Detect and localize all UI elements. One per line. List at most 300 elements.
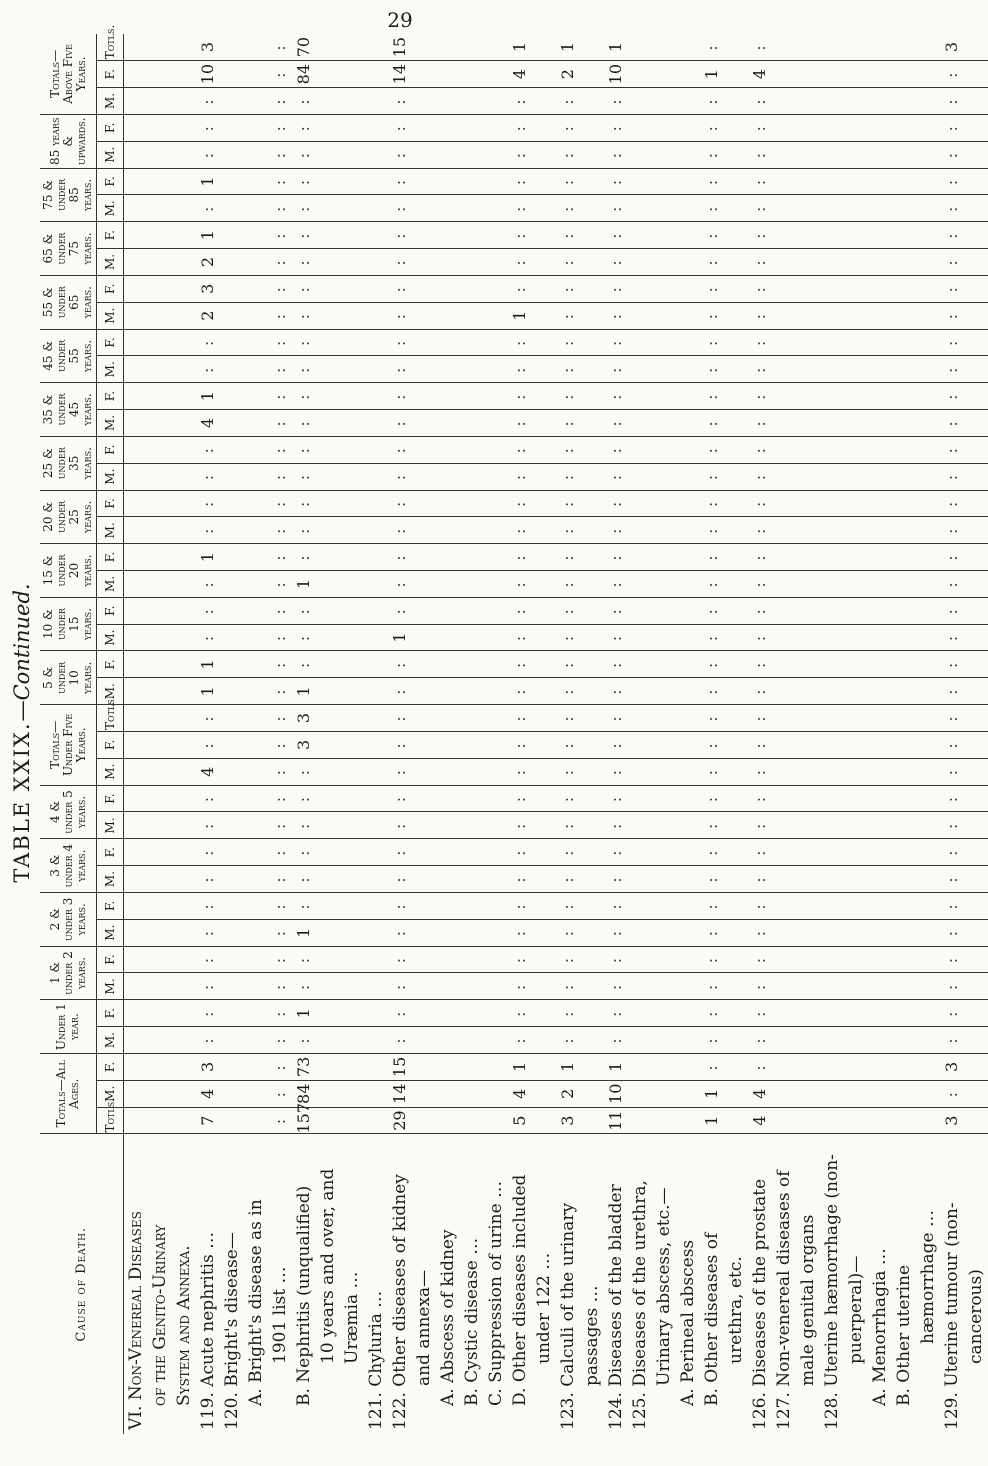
table-cell [412,329,436,356]
table-cell [484,1027,508,1054]
table-cell [340,249,364,276]
table-cell: : [604,302,628,329]
table-cell [820,1107,844,1134]
table-cell: : [556,973,580,1000]
table-cell: : [556,705,580,732]
table-cell: : [604,624,628,651]
table-cell [316,436,340,463]
table-cell [220,1080,244,1107]
table-cell [172,571,196,598]
table-cell: : [388,383,412,410]
table-cell [580,249,604,276]
cause-of-death-label: Urinary abscess, etc.— [652,1134,676,1434]
table-cell [124,1107,149,1134]
table-cell: : [700,195,724,222]
sex-column-header: F. [97,651,124,678]
table-cell: : [604,275,628,302]
table-cell [460,141,484,168]
mortality-table-grid [40,24,988,1434]
table-cell [844,919,868,946]
table-cell: : [700,141,724,168]
table-row [820,34,844,1434]
table-cell [820,571,844,598]
table-cell [244,705,268,732]
table-cell [532,624,556,651]
table-cell [340,973,364,1000]
table-cell [412,275,436,302]
table-cell [436,195,460,222]
table-cell [820,624,844,651]
table-cell [796,1027,820,1054]
table-cell [436,678,460,705]
table-cell [820,410,844,437]
sex-column-header: F. [97,436,124,463]
table-cell [460,678,484,705]
table-cell: : [268,892,292,919]
table-cell [652,436,676,463]
table-cell: : [604,812,628,839]
table-cell [412,249,436,276]
table-cell: : [292,758,316,785]
table-cell: : [700,168,724,195]
table-cell [916,866,940,893]
table-cell [820,34,844,61]
age-group-header: 15 & under 20 years. [40,544,97,598]
table-cell [460,302,484,329]
table-cell: : [604,249,628,276]
table-cell [124,946,149,973]
cause-of-death-label: puerperal)— [844,1134,868,1434]
table-cell [436,222,460,249]
table-cell: : [292,195,316,222]
table-cell [580,436,604,463]
sex-column-header: F. [97,61,124,88]
table-cell [364,1053,388,1080]
table-cell: 4 [196,1080,220,1107]
table-cell [412,919,436,946]
table-cell [220,544,244,571]
table-cell: : [388,812,412,839]
table-cell: : [700,88,724,115]
table-cell: : [604,383,628,410]
table-cell [796,1080,820,1107]
table-cell [340,168,364,195]
table-cell [676,517,700,544]
table-cell: : [700,651,724,678]
table-cell [628,168,652,195]
age-group-header: 5 & under 10 years. [40,651,97,705]
table-cell: : [388,919,412,946]
table-cell: : [268,61,292,88]
table-cell: : [700,758,724,785]
table-cell [964,892,988,919]
table-cell [772,839,796,866]
table-cell [628,624,652,651]
table-cell: : [940,463,964,490]
table-cell [172,1027,196,1054]
table-cell [868,141,892,168]
table-cell: : [700,973,724,1000]
table-cell [652,866,676,893]
table-cell [532,651,556,678]
table-cell [820,517,844,544]
table-cell [484,705,508,732]
table-cell [532,34,556,61]
cause-of-death-label: 119. Acute nephritis … [196,1134,220,1434]
table-cell [124,114,149,141]
table-cell [844,705,868,732]
table-cell [124,678,149,705]
table-cell: : [292,1027,316,1054]
table-cell [532,463,556,490]
table-cell [460,1053,484,1080]
table-cell [916,651,940,678]
table-cell [124,195,149,222]
table-cell: : [388,436,412,463]
table-cell [484,919,508,946]
table-cell: : [268,651,292,678]
table-cell [892,222,916,249]
table-cell: : [556,892,580,919]
table-cell [460,597,484,624]
table-cell [652,919,676,946]
table-cell [844,973,868,1000]
table-row [436,34,460,1434]
table-cell: : [604,571,628,598]
table-cell: 84 [292,61,316,88]
table-cell: : [268,973,292,1000]
table-cell [148,1080,172,1107]
table-cell [172,946,196,973]
table-cell [484,34,508,61]
table-cell [316,571,340,598]
table-cell [964,812,988,839]
table-cell [220,490,244,517]
table-cell: : [748,302,772,329]
table-cell: : [196,973,220,1000]
table-cell: : [508,1027,532,1054]
table-cell [628,249,652,276]
table-row [340,34,364,1434]
table-cell: : [700,490,724,517]
age-group-header: 65 & under 75 years. [40,222,97,276]
table-cell [340,383,364,410]
table-cell [772,1080,796,1107]
table-cell [724,866,748,893]
table-cell [724,490,748,517]
table-cell: : [604,463,628,490]
table-cell [316,114,340,141]
table-cell [436,651,460,678]
table-cell [676,329,700,356]
table-cell [796,410,820,437]
table-cell [724,785,748,812]
table-cell [340,624,364,651]
table-cell [532,1053,556,1080]
table-cell [460,544,484,571]
sex-column-header: M. [97,571,124,598]
table-cell: : [508,168,532,195]
table-cell [244,517,268,544]
table-cell [364,839,388,866]
table-cell [412,705,436,732]
table-cell: : [604,678,628,705]
table-cell: : [748,758,772,785]
table-cell [340,1107,364,1134]
table-cell [652,168,676,195]
table-cell: : [556,329,580,356]
table-cell [580,222,604,249]
table-cell: : [940,168,964,195]
table-cell [892,1027,916,1054]
table-cell [124,249,149,276]
table-cell [796,1053,820,1080]
table-cell [364,731,388,758]
table-cell [724,222,748,249]
table-cell [724,195,748,222]
table-cell [868,88,892,115]
table-cell [460,34,484,61]
table-cell [436,249,460,276]
cause-of-death-label: 10 years and over, and [316,1134,340,1434]
table-cell [412,222,436,249]
table-cell [628,34,652,61]
table-cell: : [292,517,316,544]
table-cell: : [508,490,532,517]
table-cell [460,1107,484,1134]
table-cell [772,678,796,705]
table-cell [532,1000,556,1027]
table-cell [364,302,388,329]
table-cell [124,222,149,249]
table-cell [916,571,940,598]
table-cell [820,705,844,732]
table-cell: : [292,410,316,437]
table-cell [628,731,652,758]
cause-of-death-label: 128. Uterine hæmorrhage (non- [820,1134,844,1434]
sex-column-header: F. [97,222,124,249]
table-cell [892,571,916,598]
table-cell [244,195,268,222]
table-cell [820,1053,844,1080]
table-cell [580,651,604,678]
table-cell [220,275,244,302]
table-cell: : [292,302,316,329]
table-cell: : [940,785,964,812]
table-cell [580,61,604,88]
table-cell [628,410,652,437]
cause-of-death-label: 120. Bright's disease— [220,1134,244,1434]
table-cell [772,168,796,195]
sex-column-header: F. [97,946,124,973]
table-cell [436,463,460,490]
table-cell [364,114,388,141]
cause-of-death-label: B. Other uterine [892,1134,916,1434]
age-group-header: 1 & under 2 years. [40,946,97,1000]
table-cell: : [748,88,772,115]
table-cell [628,302,652,329]
table-cell [868,222,892,249]
table-cell [148,839,172,866]
table-cell [892,973,916,1000]
table-cell: : [508,463,532,490]
table-cell: : [292,88,316,115]
table-cell [316,34,340,61]
table-cell: : [268,866,292,893]
table-cell: : [700,597,724,624]
table-cell: : [604,517,628,544]
table-cell [316,410,340,437]
sex-column-header: M. [97,410,124,437]
table-cell [580,678,604,705]
table-cell: : [292,946,316,973]
table-cell [676,141,700,168]
table-cell [892,758,916,785]
table-cell [436,866,460,893]
table-cell: 29 [388,1107,412,1134]
table-cell [364,919,388,946]
table-cell [172,490,196,517]
table-cell [820,678,844,705]
table-cell [412,410,436,437]
table-cell [676,1080,700,1107]
table-cell [892,383,916,410]
table-row [124,34,149,1434]
table-cell: : [556,141,580,168]
table-cell: : [508,410,532,437]
table-cell [892,114,916,141]
table-cell [916,544,940,571]
table-cell [484,839,508,866]
table-cell: : [700,249,724,276]
table-cell [484,678,508,705]
table-cell [460,624,484,651]
table-cell [652,946,676,973]
table-cell [412,383,436,410]
table-cell [820,329,844,356]
table-cell [580,758,604,785]
table-cell: : [556,544,580,571]
table-cell [844,302,868,329]
table-cell [172,544,196,571]
table-cell [412,544,436,571]
table-row [148,34,172,1434]
table-cell [916,731,940,758]
table-cell [364,785,388,812]
table-cell [244,88,268,115]
table-cell: 1 [508,1053,532,1080]
table-cell: : [388,141,412,168]
table-cell: 10 [196,61,220,88]
table-cell [316,678,340,705]
table-cell [244,463,268,490]
table-cell [868,785,892,812]
table-cell [340,1027,364,1054]
table-cell [172,1080,196,1107]
table-cell [460,919,484,946]
table-cell: : [748,436,772,463]
table-cell [796,597,820,624]
table-cell [148,34,172,61]
sex-column-header: F. [97,1053,124,1080]
age-group-header: 20 & under 25 years. [40,490,97,544]
table-cell [892,1107,916,1134]
table-cell [148,1027,172,1054]
table-cell [244,34,268,61]
table-row [244,34,268,1434]
table-cell [436,1027,460,1054]
table-cell: 5 [508,1107,532,1134]
table-cell [964,61,988,88]
sex-column-header: M. [97,758,124,785]
table-cell [244,785,268,812]
table-cell [148,88,172,115]
table-cell [964,544,988,571]
table-cell [172,624,196,651]
table-cell [796,114,820,141]
table-row [484,34,508,1434]
table-row [508,34,532,1434]
table-cell [532,302,556,329]
table-cell [772,383,796,410]
table-cell: : [700,114,724,141]
table-cell [844,785,868,812]
table-cell [532,812,556,839]
sex-column-header: F. [97,490,124,517]
table-cell [580,571,604,598]
table-cell [436,436,460,463]
table-cell [628,356,652,383]
table-row [292,34,316,1434]
table-row [748,34,772,1434]
table-cell [772,88,796,115]
table-cell [340,892,364,919]
table-cell [652,275,676,302]
table-cell [220,624,244,651]
table-cell [364,517,388,544]
table-cell: : [268,383,292,410]
table-cell: : [556,758,580,785]
table-cell [964,1053,988,1080]
table-cell: : [940,356,964,383]
table-cell: 1 [558,41,577,53]
table-cell [724,34,748,61]
table-cell: : [556,383,580,410]
table-cell: : [388,892,412,919]
table-cell [676,785,700,812]
table-cell: : [388,973,412,1000]
table-cell [916,892,940,919]
table-cell [484,490,508,517]
sex-column-header: F. [97,1000,124,1027]
table-cell [868,61,892,88]
table-cell [364,88,388,115]
table-cell [436,275,460,302]
table-cell [148,731,172,758]
table-cell: : [292,892,316,919]
table-cell [916,1000,940,1027]
table-cell [412,302,436,329]
table-cell [124,839,149,866]
table-cell: : [268,275,292,302]
table-cell [316,866,340,893]
table-cell [460,758,484,785]
table-cell [964,195,988,222]
table-cell [364,1080,388,1107]
table-cell [172,249,196,276]
table-cell [724,329,748,356]
table-row [868,34,892,1434]
